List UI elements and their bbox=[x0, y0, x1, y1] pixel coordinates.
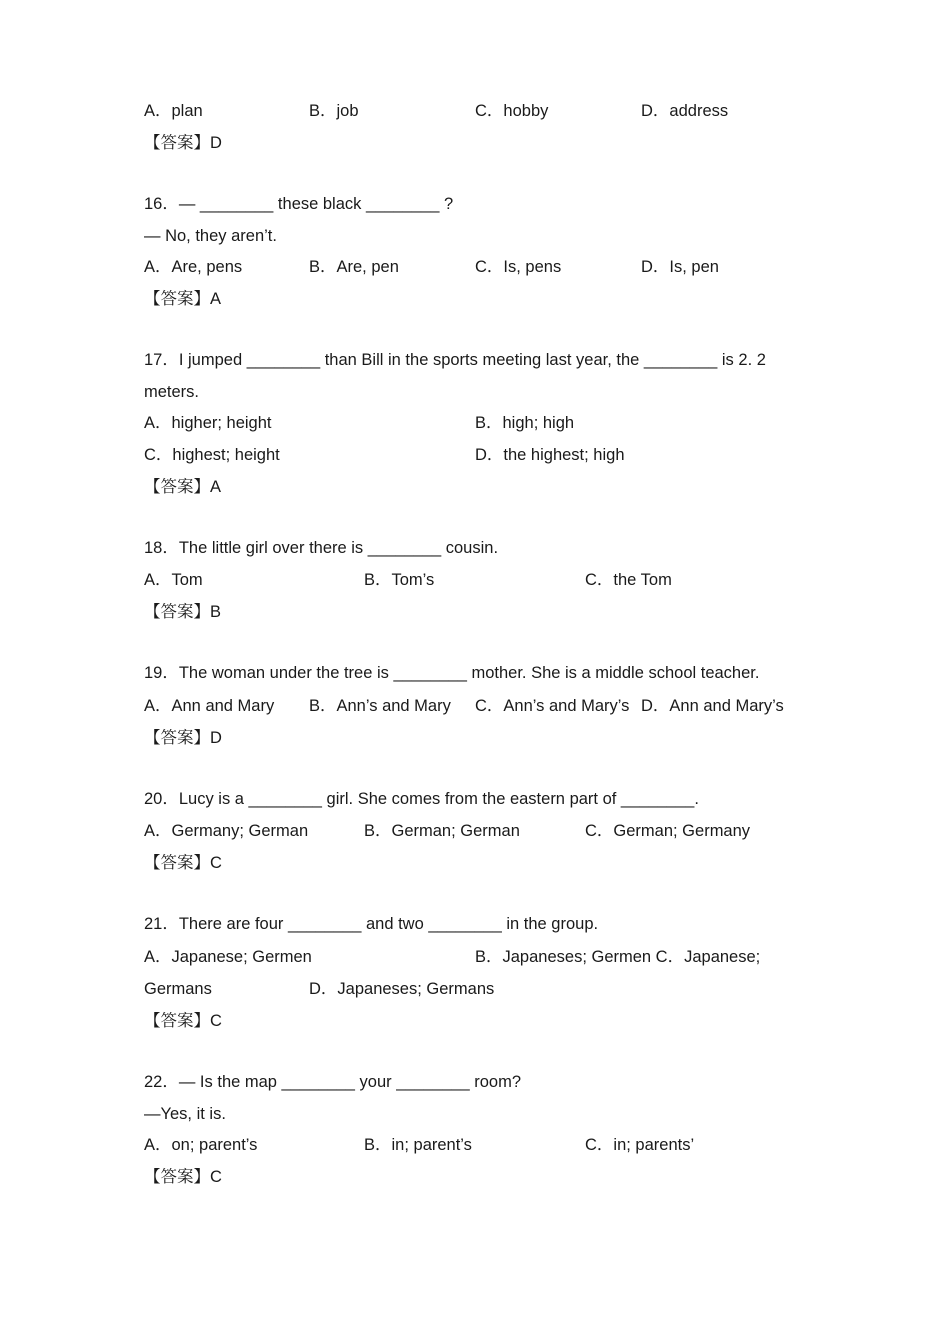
q17-option-b: B．high; high bbox=[475, 414, 575, 432]
q17-option-d: D．the highest; high bbox=[475, 446, 625, 464]
q21-stem: 21．There are four ________ and two ________ in the group. bbox=[144, 915, 599, 933]
q22-reply: —Yes, it is. bbox=[144, 1105, 226, 1123]
q21-option-c-cont: Germans bbox=[144, 980, 212, 998]
q22-option-b: B．in; parent’s bbox=[364, 1136, 472, 1154]
q16-option-c: C．Is, pens bbox=[475, 258, 562, 276]
q16-answer: 【答案】A bbox=[144, 290, 222, 308]
q22-option-a: A．on; parent’s bbox=[144, 1136, 258, 1154]
q18-stem: 18．The little girl over there is ________ cousin. bbox=[144, 539, 499, 557]
q17-option-c: C．highest; height bbox=[144, 446, 280, 464]
q16-option-b: B．Are, pen bbox=[309, 258, 399, 276]
q16-option-d: D．Is, pen bbox=[641, 258, 719, 276]
q18-option-b: B．Tom’s bbox=[364, 571, 435, 589]
q17-stem-line1: 17．I jumped ________ than Bill in the sports meeting last year, the ________ is 2. 2 bbox=[144, 351, 766, 369]
q20-option-a: A．Germany; German bbox=[144, 822, 309, 840]
q19-option-b: B．Ann’s and Mary bbox=[309, 697, 451, 715]
q15-option-a: A．plan bbox=[144, 102, 203, 120]
q17-answer: 【答案】A bbox=[144, 478, 222, 496]
q15-answer: 【答案】D bbox=[144, 134, 222, 152]
q21-answer: 【答案】C bbox=[144, 1012, 222, 1030]
q18-option-c: C．the Tom bbox=[585, 571, 672, 589]
q21-option-d: D．Japaneses; Germans bbox=[309, 980, 495, 998]
q22-option-c: C．in; parents’ bbox=[585, 1136, 695, 1154]
q20-stem: 20．Lucy is a ________ girl. She comes from the eastern part of ________. bbox=[144, 790, 699, 808]
q19-answer: 【答案】D bbox=[144, 729, 222, 747]
q19-option-a: A．Ann and Mary bbox=[144, 697, 275, 715]
q15-option-b: B．job bbox=[309, 102, 359, 120]
q18-answer: 【答案】B bbox=[144, 603, 222, 621]
q20-option-b: B．German; German bbox=[364, 822, 520, 840]
q17-stem-line2: meters. bbox=[144, 383, 200, 401]
q22-stem: 22．— Is the map ________ your ________ room? bbox=[144, 1073, 522, 1091]
q16-stem: 16．— ________ these black ________ ? bbox=[144, 195, 454, 213]
q16-option-a: A．Are, pens bbox=[144, 258, 243, 276]
q19-option-c: C．Ann’s and Mary’s bbox=[475, 697, 630, 715]
q20-option-c: C．German; Germany bbox=[585, 822, 751, 840]
q16-reply: — No, they aren’t. bbox=[144, 227, 277, 245]
q15-option-c: C．hobby bbox=[475, 102, 549, 120]
q18-option-a: A．Tom bbox=[144, 571, 203, 589]
q22-answer: 【答案】C bbox=[144, 1168, 222, 1186]
q19-option-d: D．Ann and Mary’s bbox=[641, 697, 784, 715]
q21-option-b-c: B．Japaneses; Germen C．Japanese; bbox=[475, 948, 761, 966]
q20-answer: 【答案】C bbox=[144, 854, 222, 872]
q19-stem: 19．The woman under the tree is ________ mother. She is a middle school teacher. bbox=[144, 664, 760, 682]
q15-option-d: D．address bbox=[641, 102, 729, 120]
q17-option-a: A．higher; height bbox=[144, 414, 272, 432]
q21-option-a: A．Japanese; Germen bbox=[144, 948, 312, 966]
